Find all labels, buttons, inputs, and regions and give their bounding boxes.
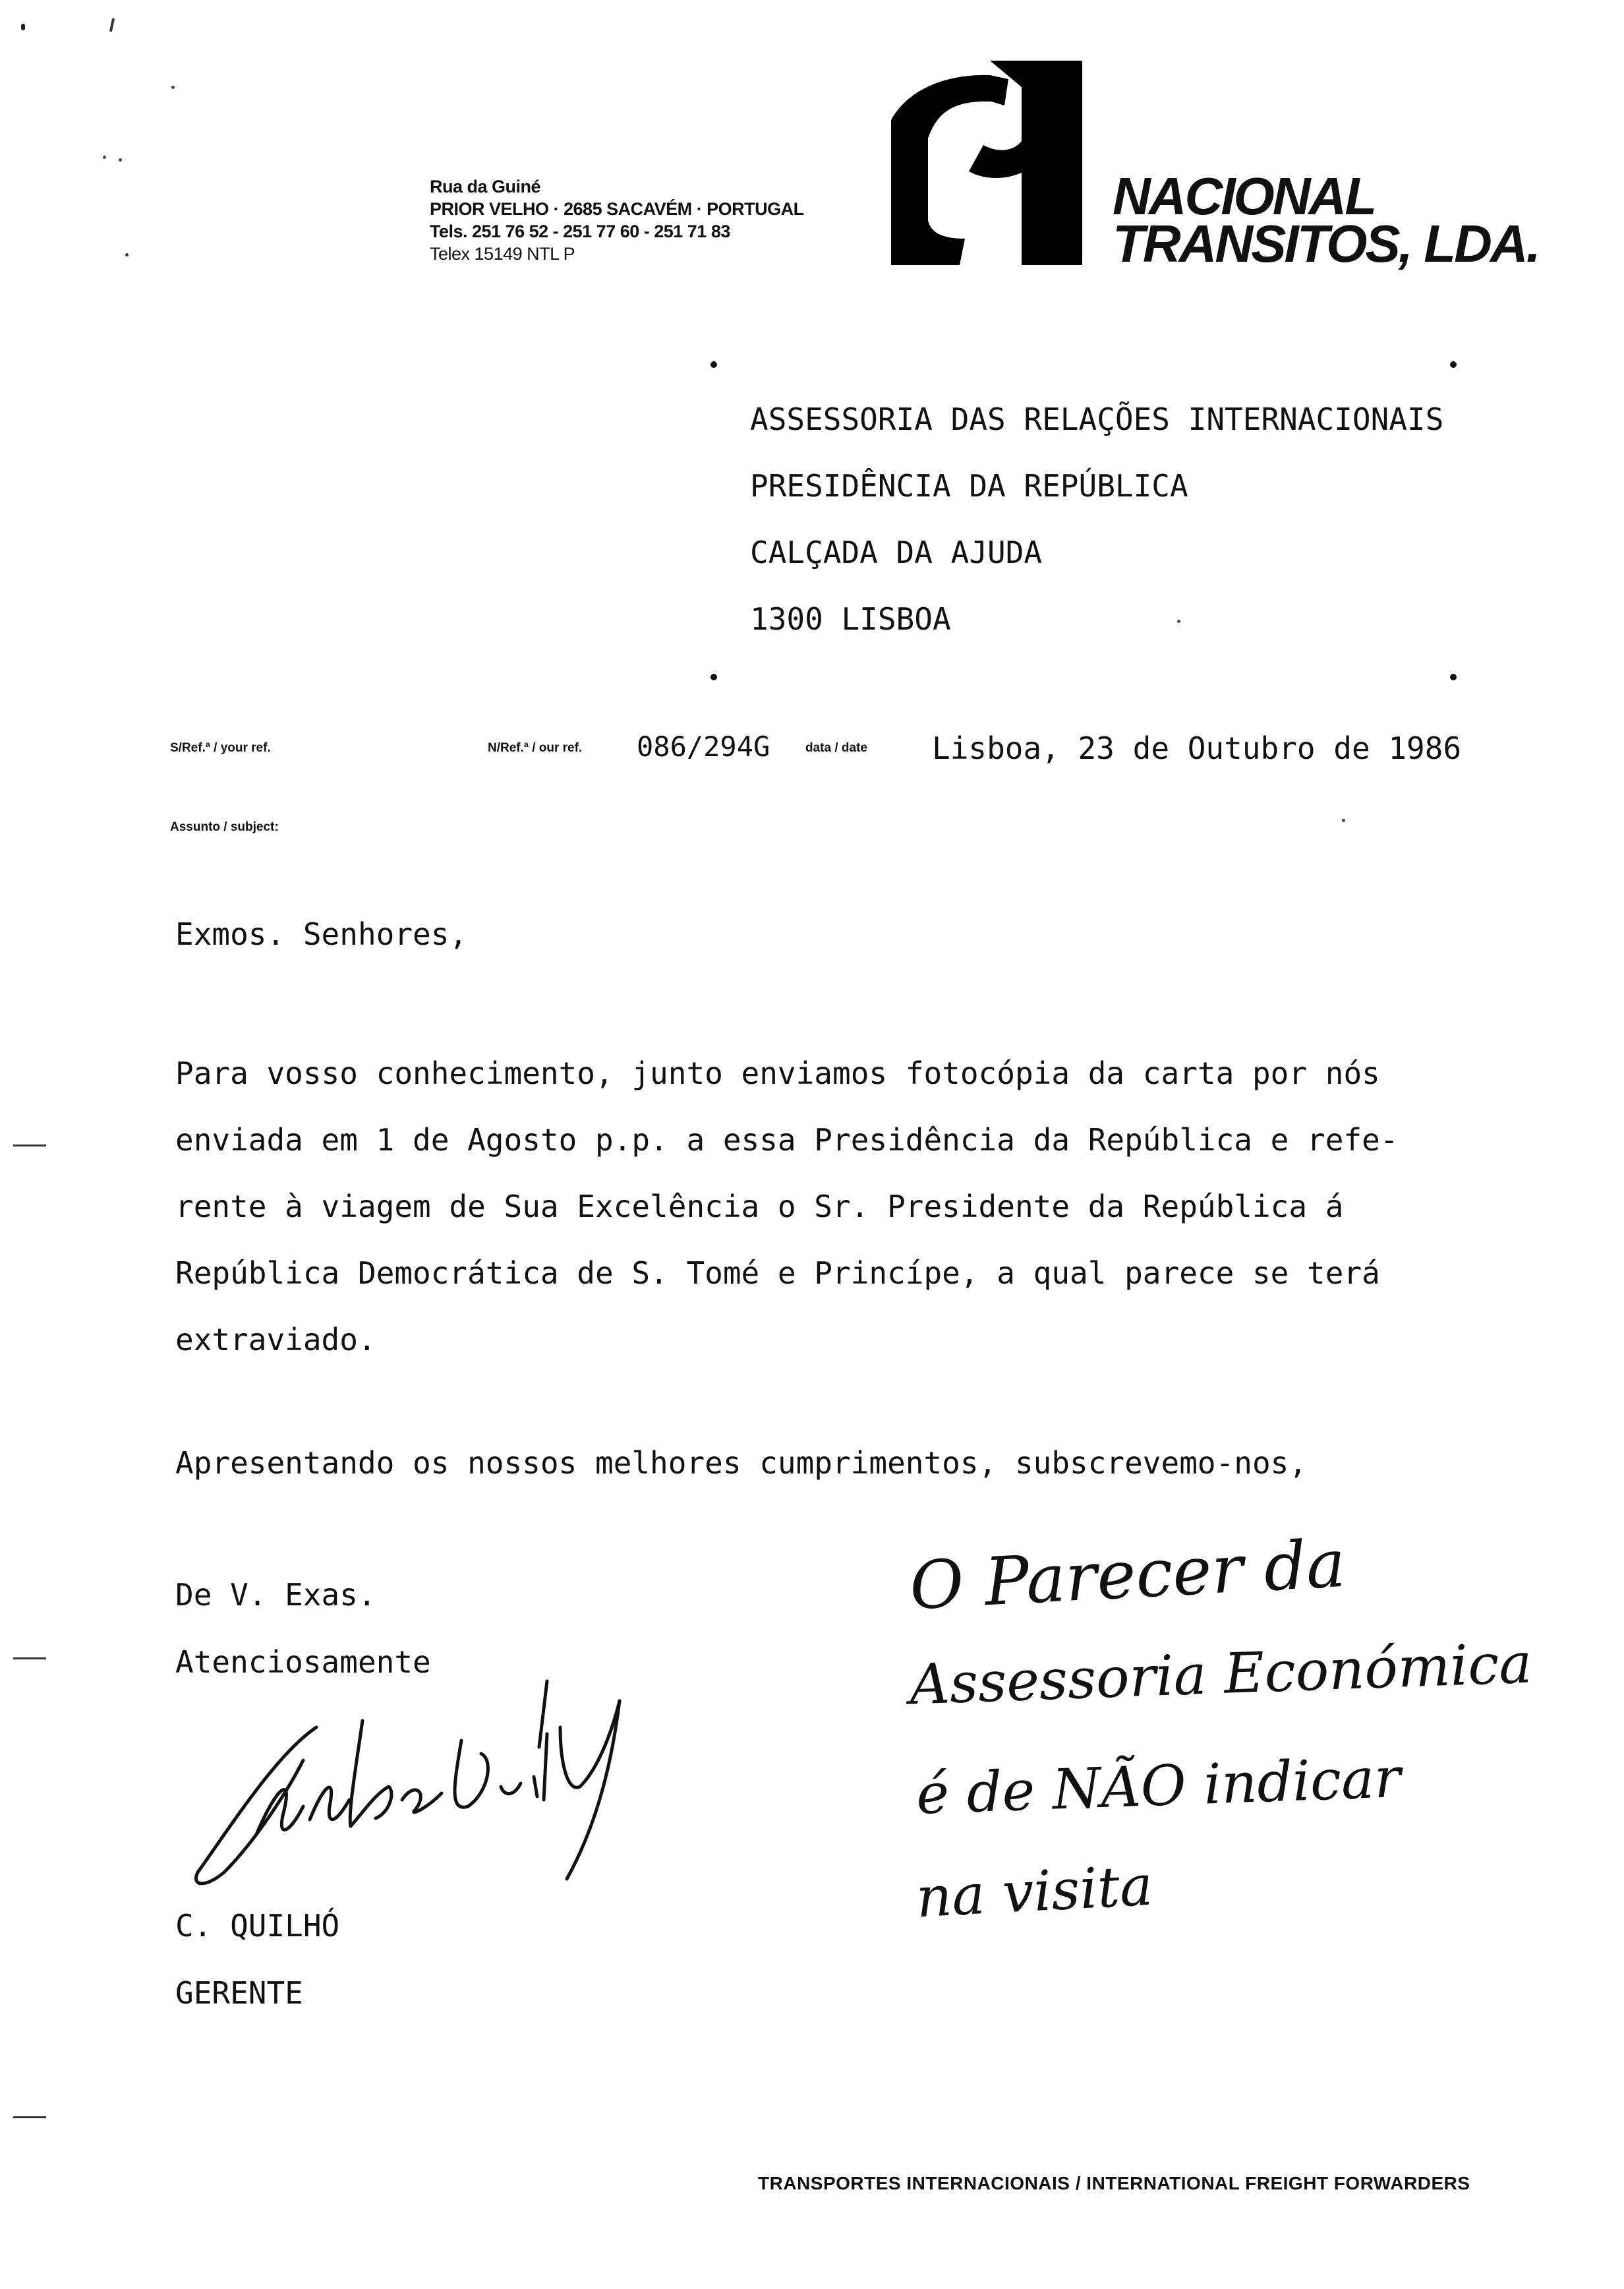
signer-name: C. QUILHÓ bbox=[175, 1908, 340, 1944]
body-paragraph bbox=[175, 1040, 1399, 1373]
address-telex: Telex 15149 NTL P bbox=[430, 244, 575, 264]
our-ref-value: 086/294G bbox=[637, 730, 770, 763]
body-line: rente à viagem de Sua Excelência o Sr. Presidente da República á bbox=[175, 1189, 1344, 1224]
handwritten-line: na visita bbox=[914, 1853, 1155, 1930]
date-label: data / date bbox=[805, 741, 867, 755]
handwritten-line: O Parecer da bbox=[908, 1524, 1348, 1625]
margin-mark bbox=[13, 1657, 46, 1659]
company-name-line2: TRANSITOS, LDA. bbox=[1113, 214, 1539, 273]
complimentary-close-1: De V. Exas. bbox=[175, 1577, 376, 1613]
recipient-line: CALÇADA DA AJUDA bbox=[750, 535, 1043, 570]
company-tagline: TRANSPORTES INTERNACIONAIS / INTERNATIONAL FREIGHT FORWARDERS bbox=[758, 2173, 1470, 2193]
subject-label: Assunto / subject: bbox=[170, 820, 279, 834]
scan-speck bbox=[119, 158, 122, 162]
company-name bbox=[1113, 167, 1539, 273]
company-address bbox=[430, 175, 804, 265]
body-line: República Democrática de S. Tomé e Princípe, a qual parece se terá bbox=[175, 1255, 1380, 1291]
complimentary-close-2: Atenciosamente bbox=[175, 1644, 431, 1680]
body-line: enviada em 1 de Agosto p.p. a essa Presidência da República e refe- bbox=[175, 1122, 1399, 1158]
scan-speck bbox=[1342, 819, 1345, 822]
letter-date: Lisboa, 23 de Outubro de 1986 bbox=[932, 730, 1462, 766]
salutation: Exmos. Senhores, bbox=[175, 916, 468, 952]
window-corner-mark bbox=[710, 674, 717, 680]
recipient-line: PRESIDÊNCIA DA REPÚBLICA bbox=[750, 468, 1188, 504]
handwritten-note bbox=[903, 1516, 1536, 1965]
your-ref-label: S/Ref.ª / your ref. bbox=[170, 741, 271, 755]
recipient-line: ASSESSORIA DAS RELAÇÕES INTERNACIONAIS bbox=[750, 401, 1444, 437]
window-corner-mark bbox=[710, 361, 717, 368]
signature-image bbox=[178, 1661, 666, 1925]
body-line: Para vosso conhecimento, junto enviamos fotocópia da carta por nós bbox=[175, 1055, 1380, 1091]
recipient-address bbox=[750, 386, 1443, 653]
address-phones: Tels. 251 76 52 - 251 77 60 - 251 71 83 bbox=[430, 222, 730, 241]
company-name-line1: NACIONAL bbox=[1113, 167, 1376, 225]
window-corner-mark bbox=[1450, 361, 1457, 368]
margin-mark bbox=[13, 2116, 46, 2118]
company-logo-icon bbox=[891, 61, 1082, 265]
recipient-line: 1300 LISBOA bbox=[750, 601, 951, 637]
closing-line: Apresentando os nossos melhores cumprimentos, subscrevemo-nos, bbox=[175, 1445, 1308, 1481]
scan-speck bbox=[109, 18, 115, 32]
scan-speck bbox=[103, 156, 106, 159]
body-line: extraviado. bbox=[175, 1322, 376, 1357]
address-city: PRIOR VELHO · 2685 SACAVÉM · PORTUGAL bbox=[430, 199, 804, 219]
address-street: Rua da Guiné bbox=[430, 177, 541, 196]
scan-speck bbox=[171, 86, 175, 89]
scan-speck bbox=[21, 24, 25, 30]
scan-speck bbox=[125, 253, 129, 256]
our-ref-label: N/Ref.ª / our ref. bbox=[488, 741, 583, 755]
handwritten-line: Assessoria Económica bbox=[908, 1630, 1533, 1717]
margin-mark bbox=[13, 1144, 46, 1146]
signer-title: GERENTE bbox=[175, 1975, 303, 2011]
handwritten-line: é de NÃO indicar bbox=[915, 1745, 1402, 1827]
window-corner-mark bbox=[1450, 674, 1457, 680]
